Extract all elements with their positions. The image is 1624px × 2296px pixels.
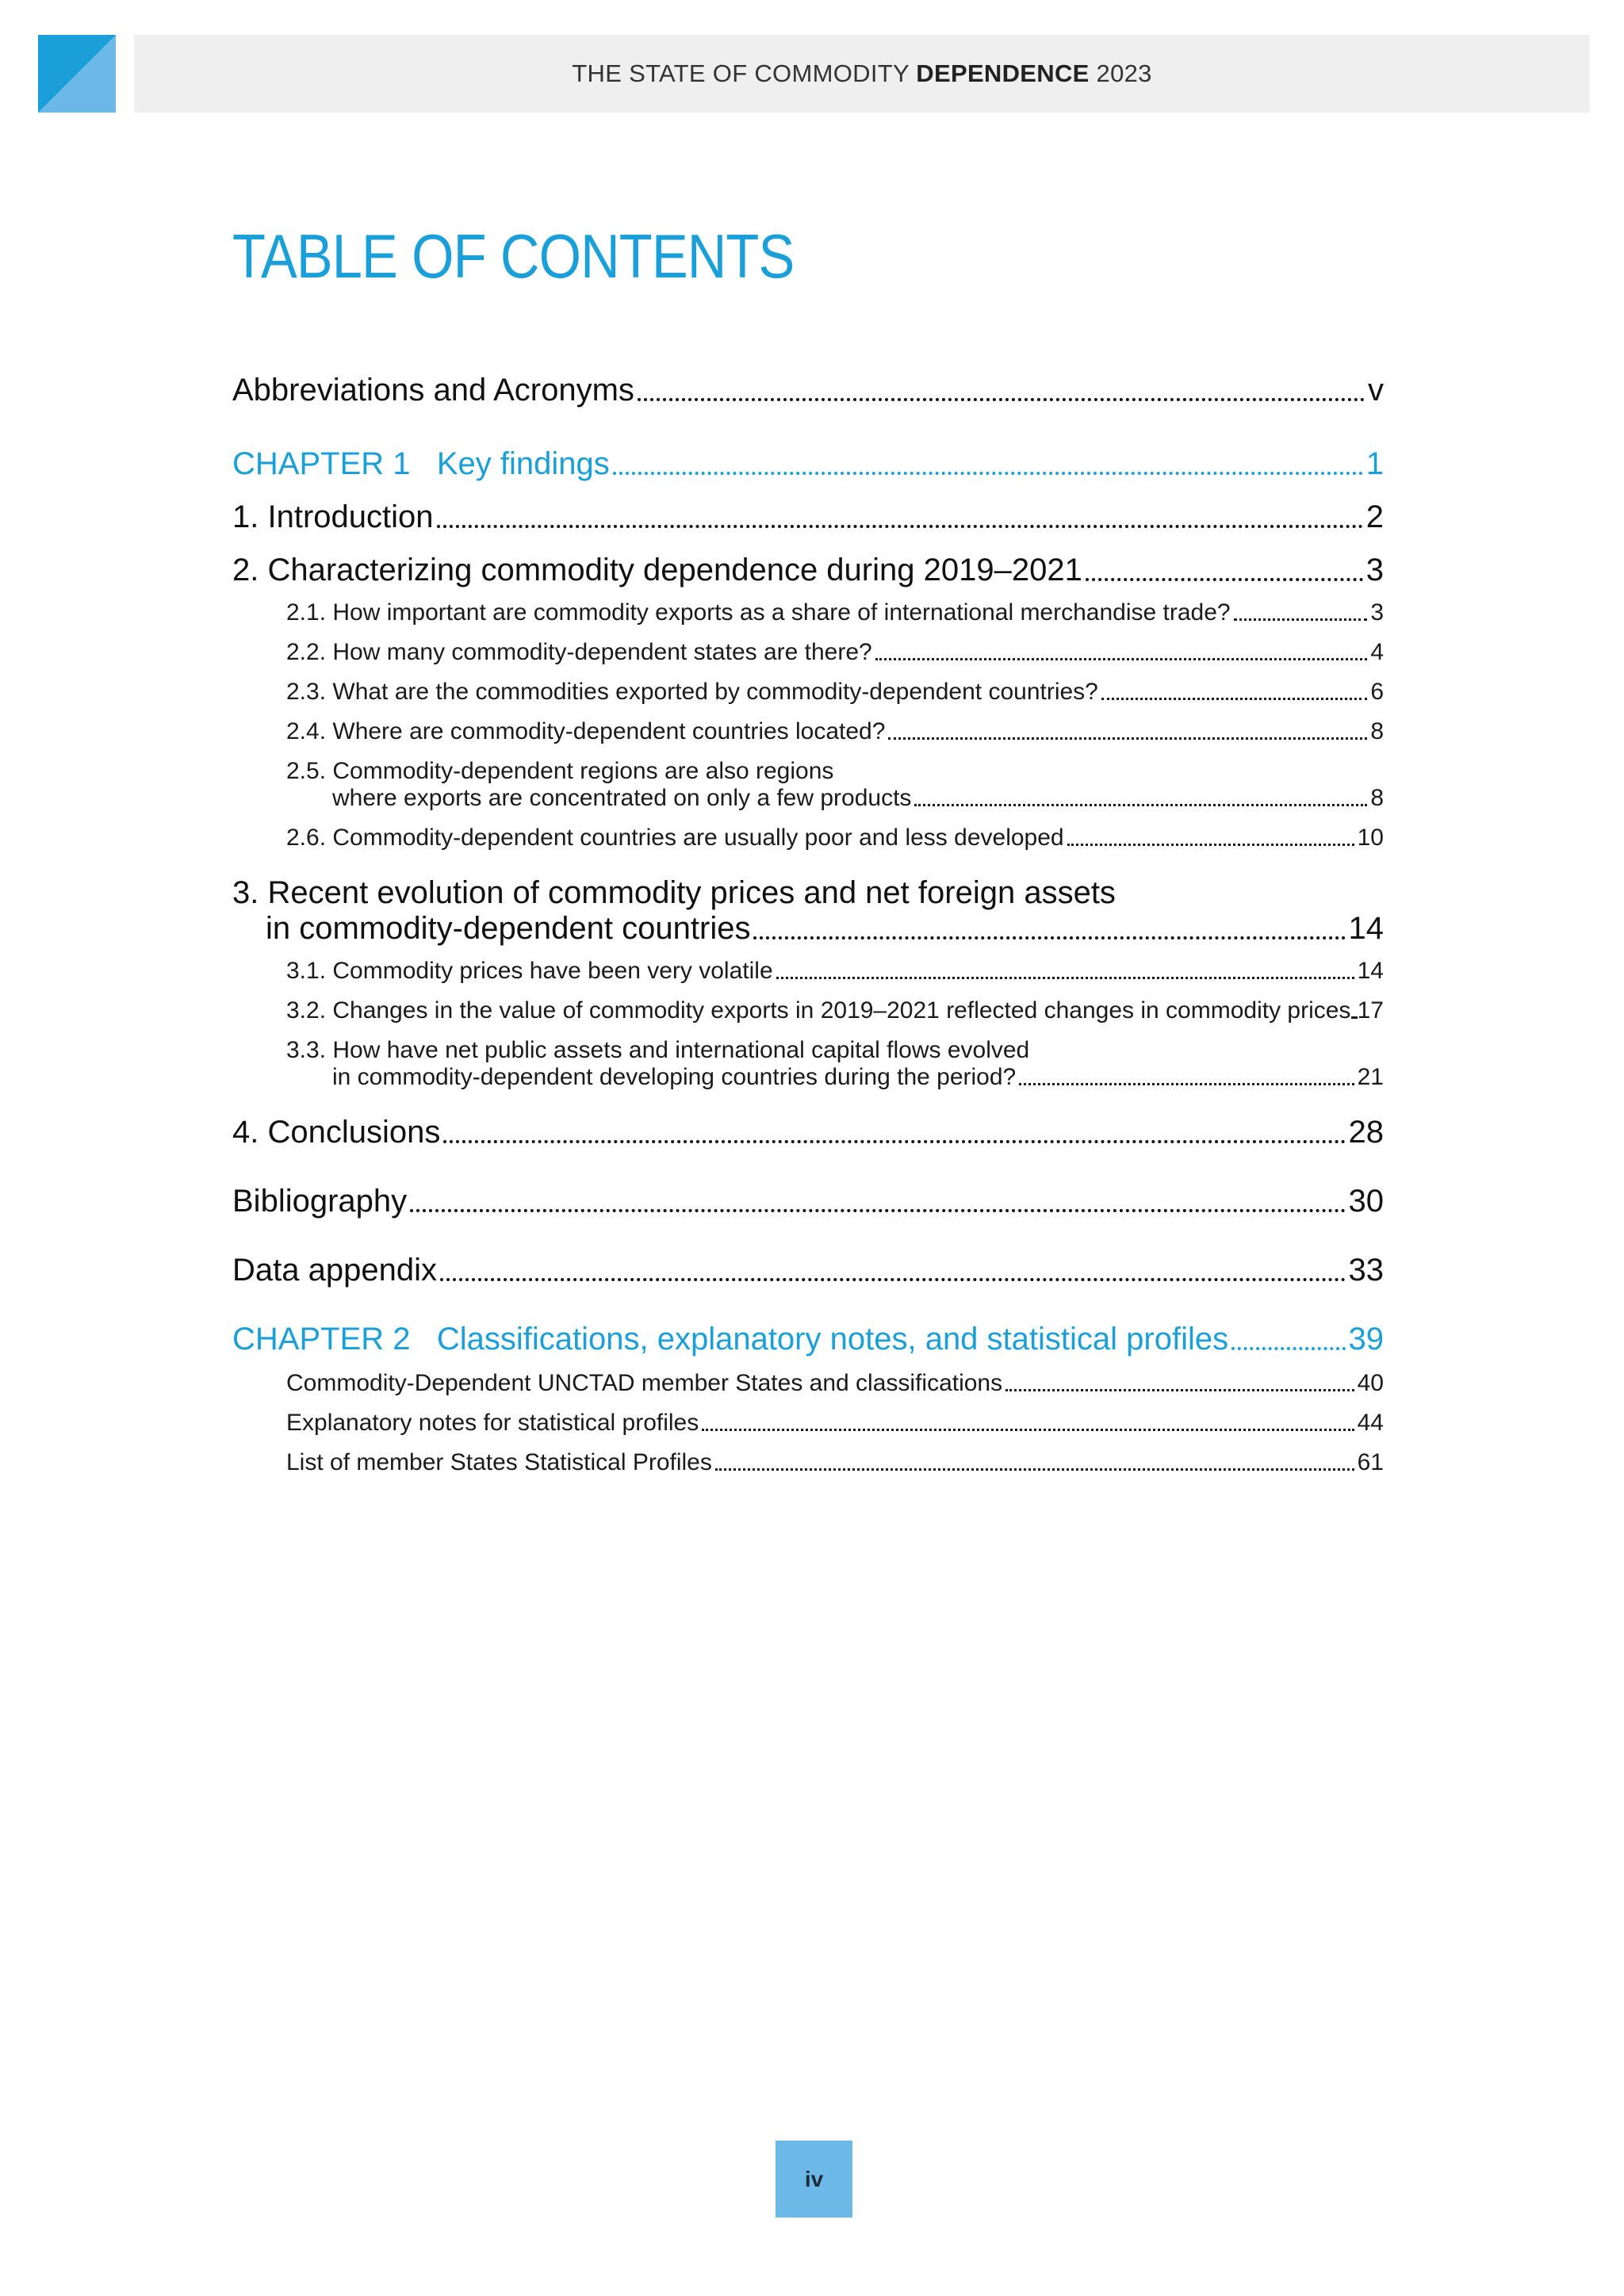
toc-entry-section-3[interactable]: 3. Recent evolution of commodity prices and net foreign assets in commodity-dependent countries 14 [232,875,1384,946]
dot-leader [440,1278,1346,1281]
dot-leader [914,804,1367,806]
page-number: iv [776,2141,852,2218]
dot-leader [1101,698,1367,700]
toc-entry-section-2[interactable]: 2. Characterizing commodity dependence during 2019–2021 3 [232,553,1384,587]
dot-leader [875,658,1368,660]
toc-entry-3-3[interactable]: 3.3. How have net public assets and international capital flows evolved in commodity-dependent developing countries during the period? 21 [286,1037,1384,1090]
toc-entry-chapter-1[interactable]: CHAPTER 1 Key findings 1 [232,446,1384,481]
toc-entry-c2-member-states[interactable]: Commodity-Dependent UNCTAD member States and classifications 40 [286,1370,1384,1396]
toc-entry-2-4[interactable]: 2.4. Where are commodity-dependent countries located? 8 [286,718,1384,744]
running-header [134,35,1590,113]
dot-leader [443,1140,1345,1143]
toc-entry-2-1[interactable]: 2.1. How important are commodity exports as a share of international merchandise trade? 3 [286,599,1384,626]
toc-entry-bibliography[interactable]: Bibliography 30 [232,1184,1384,1219]
toc-entry-data-appendix[interactable]: Data appendix 33 [232,1253,1384,1288]
dot-leader [1086,578,1363,581]
dot-leader [715,1468,1354,1471]
dot-leader [1005,1389,1354,1391]
dot-leader [437,525,1363,528]
dot-leader [1231,1347,1345,1350]
dot-leader [1019,1083,1354,1085]
header-title-suffix: 2023 [1089,59,1152,87]
dot-leader [888,737,1367,740]
table-of-contents [232,373,1384,1476]
dot-leader [613,472,1363,475]
dot-leader [753,936,1345,939]
toc-entry-2-2[interactable]: 2.2. How many commodity-dependent states are there? 4 [286,639,1384,665]
toc-entry-3-1[interactable]: 3.1. Commodity prices have been very volatile 14 [286,958,1384,984]
toc-entry-abbreviations[interactable]: Abbreviations and Acronyms v [232,373,1384,408]
toc-entry-conclusions[interactable]: 4. Conclusions 28 [232,1115,1384,1150]
toc-entry-c2-explanatory-notes[interactable]: Explanatory notes for statistical profiles 44 [286,1410,1384,1436]
dot-leader [702,1429,1354,1431]
dot-leader [638,398,1365,401]
report-logo [38,35,116,113]
dot-leader [1234,618,1368,621]
dot-leader [776,977,1354,979]
toc-entry-2-5[interactable]: 2.5. Commodity-dependent regions are also regions where exports are concentrated on only a few products 8 [286,758,1384,811]
dot-leader [410,1209,1345,1212]
page-title: TABLE OF CONTENTS [232,221,795,291]
dot-leader [1067,844,1354,846]
toc-entry-3-2[interactable]: 3.2. Changes in the value of commodity exports in 2019–2021 reflected changes in commodity prices 17 [286,997,1384,1024]
toc-entry-chapter-2[interactable]: CHAPTER 2 Classifications, explanatory notes, and statistical profiles 39 [232,1322,1384,1357]
toc-entry-2-3[interactable]: 2.3. What are the commodities exported by commodity-dependent countries? 6 [286,679,1384,705]
header-title-prefix: THE STATE OF COMMODITY [572,59,917,87]
toc-entry-2-6[interactable]: 2.6. Commodity-dependent countries are usually poor and less developed 10 [286,825,1384,851]
toc-entry-introduction[interactable]: 1. Introduction 2 [232,499,1384,534]
toc-entry-c2-statistical-profiles[interactable]: List of member States Statistical Profiles 61 [286,1449,1384,1475]
header-title-bold: DEPENDENCE [916,59,1090,87]
